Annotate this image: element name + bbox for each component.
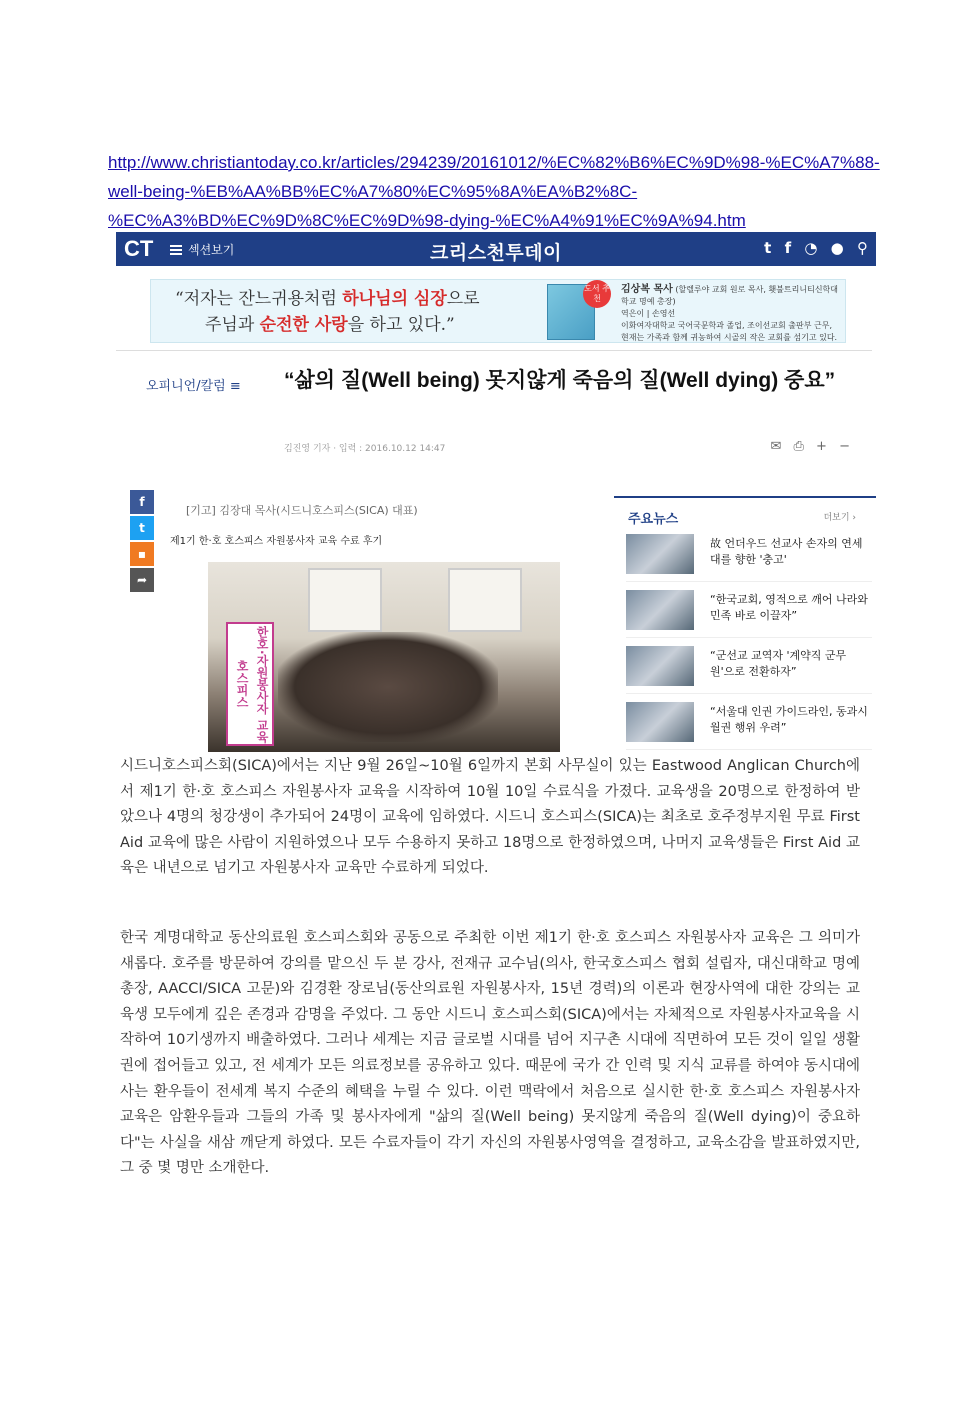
news-item[interactable] <box>626 526 872 582</box>
author-desc: (할렐루야 교회 원로 목사, 횃불트리니티신학대학교 명예 총장) <box>621 285 839 306</box>
recommend-badge: 도서 추천 <box>583 280 611 308</box>
news-item[interactable] <box>626 638 872 694</box>
quote-text: “저자는 잔느귀용처럼 <box>175 289 343 309</box>
news-item[interactable] <box>626 694 872 750</box>
minus-icon[interactable]: − <box>839 439 850 454</box>
book-info <box>621 284 841 344</box>
banner-quote <box>175 286 480 338</box>
sidebar-header <box>614 498 876 526</box>
quote-text: 으로 <box>446 289 480 309</box>
news-title: 故 언더우드 선교사 손자의 연세대를 향한 '충고' <box>710 537 863 566</box>
byline: 김진영 기자 · 입력 : 2016.10.12 14:47 <box>284 444 446 454</box>
news-thumbnail <box>626 590 694 630</box>
url-line-3[interactable]: %EC%A3%BD%EC%9D%8C%EC%9D%98-dying-%EC%A4%91%EC%9A%94.htm <box>108 211 746 230</box>
news-title: “서울대 인권 가이드라인, 동과시 월권 행위 우려” <box>710 705 868 734</box>
category-label: 오피니언/칼럼 <box>146 379 226 394</box>
window-image <box>448 568 522 632</box>
quote-highlight: 순전한 사랑 <box>259 315 348 335</box>
print-icon[interactable]: ⎙ <box>793 439 804 454</box>
ct-logo[interactable]: CT <box>124 236 154 261</box>
plus-icon[interactable]: + <box>816 439 827 454</box>
article-screenshot <box>112 232 876 752</box>
url-line-2[interactable]: well-being-%EB%AA%BB%EC%A7%80%EC%95%8A%EA%B2%8C- <box>108 182 638 201</box>
translator: 역은이 | 손영선 <box>621 309 676 318</box>
book-ad-banner[interactable] <box>150 279 846 343</box>
banner-sign: 한호·자원봉사자 교육 호스피스 <box>226 622 274 746</box>
comment-icon[interactable]: ▪ <box>130 542 154 566</box>
news-item[interactable] <box>626 582 872 638</box>
group-photo <box>208 562 560 752</box>
article-subtitle: 제1기 한·호 호스피스 자원봉사자 교육 수료 후기 <box>170 536 383 547</box>
news-title: “한국교회, 영적으로 깨어 나라와 민족 바로 이끌자” <box>710 593 868 622</box>
body-paragraph-2: 한국 계명대학교 동산의료원 호스피스회와 공동으로 주최한 이번 제1기 한·호 호스피스 자원봉사자 교육은 그 의미가 새롭다. 호주를 방문하여 강의를 맡으신 두 분 강사, 전재규 교수님(의사, 한국호스피스 협회 설립자, 대신대학교 명예총장, AACCI/SICA 고문)와 김경환 장로님(동산의료원 자원봉사자, 15년 경력)의 이론과 현장사역에 대한 강의는 교육생 모두에게 깊은 존경과 감명을 주었다. 그 동안 시드니 호스피스회(SICA)에서는 자체적으로 자원봉사자교육을 시작하여 10기생까지 배출하였다. 그러나 세계는 지금 글로벌 시대를 넘어 지구촌 시대에 직면하여 모든 것이 일일 생활권에 접어들고 있고, 전 세계가 모든 의료정보를 공유하고 있다. 때문에 국가 간 인력 및 지식 교류를 하여야 동시대에 사는 환우들이 전세계 복지 수준의 혜택을 누릴 수 있다. 이런 맥락에서 처음으로 실시한 한·호 호스피스 자원봉사자 교육은 암환우들과 그들의 가족 및 봉사자에게 "삶의 질(Well being) 못지않게 죽음의 질(Well dying)이 중요하다"는 사실을 새삼 깨닫게 하였다. 모든 수료자들이 각기 자신의 자원봉사영역을 결정하고, 교육소감을 발표하였지만, 그 중 몇 명만 소개한다. <box>120 930 860 1177</box>
book-desc-2: 현재는 가족과 함께 귀농하여 시골의 작은 교회를 섬기고 있다. <box>621 333 838 342</box>
news-thumbnail <box>626 646 694 686</box>
main-news-sidebar <box>614 496 876 750</box>
category-link[interactable]: 오피니언/칼럼 ≡ <box>146 379 241 394</box>
search-icon[interactable]: ⚲ <box>857 239 868 257</box>
news-title: “군선교 교역자 '계약직 군무원'으로 전환하자” <box>710 649 847 678</box>
book-desc-1: 이화여자대학교 국어국문학과 졸업, 조이선교회 출판부 근무, <box>621 321 832 330</box>
menu-label: 섹션보기 <box>188 243 235 257</box>
window-image <box>308 568 382 632</box>
article-header <box>116 350 872 469</box>
article-title: “삶의 질(Well being) 못지않게 죽음의 질(Well dying) 중요” <box>284 369 836 392</box>
quote-text: 을 하고 있다.” <box>347 315 455 335</box>
site-header <box>116 232 876 266</box>
facebook-icon[interactable]: f <box>784 239 792 257</box>
sidebar-title: 주요뉴스 <box>628 512 679 527</box>
article-tools <box>762 439 850 454</box>
facebook-share-icon[interactable]: f <box>130 490 154 514</box>
article-url[interactable] <box>108 148 888 235</box>
crowd-image <box>278 632 498 742</box>
user-icon[interactable]: ● <box>830 239 844 257</box>
url-line-1[interactable]: http://www.christiantoday.co.kr/articles/294239/20161012/%EC%82%B6%EC%9D%98-%EC%A7%88- <box>108 153 880 172</box>
contributor: [기고] 김장대 목사(시드니호스피스(SICA) 대표) <box>186 504 418 517</box>
site-name[interactable]: 크리스천투데이 <box>430 242 562 264</box>
email-icon[interactable]: ✉ <box>770 439 782 454</box>
author-name: 김상복 목사 <box>621 284 673 295</box>
news-thumbnail <box>626 702 694 742</box>
quote-highlight: 하나님의 심장 <box>342 289 447 309</box>
share-bar <box>130 490 154 594</box>
news-thumbnail <box>626 534 694 574</box>
quote-text: 주님과 <box>205 315 260 335</box>
share-icon[interactable]: ➦ <box>130 568 154 592</box>
twitter-share-icon[interactable]: t <box>130 516 154 540</box>
twitter-icon[interactable]: t <box>764 239 772 257</box>
header-icons <box>756 239 868 257</box>
more-link[interactable]: 더보기 › <box>823 513 856 523</box>
body-paragraph-1: 시드니호스피스회(SICA)에서는 지난 9월 26일~10월 6일까지 본회 사무실이 있는 Eastwood Anglican Church에서 제1기 한·호 호스피스 자원봉사자 교육을 시작하여 10월 10일 수료식을 가졌다. 교육생을 20명으로 한정하여 받았으나 4명의 청강생이 추가되어 24명이 교육에 임하였다. 시드니 호스피스(SICA)는 최초로 호주정부지원 무료 First Aid 교육에 많은 사람이 지원하였으나 모두 수용하지 못하고 18명으로 한정하였으며, 나머지 교육생들은 First Aid 교육은 내년으로 넘기고 자원봉사자 교육만 수료하게 되었다. <box>120 758 860 877</box>
rss-icon[interactable]: ◔ <box>804 239 818 257</box>
